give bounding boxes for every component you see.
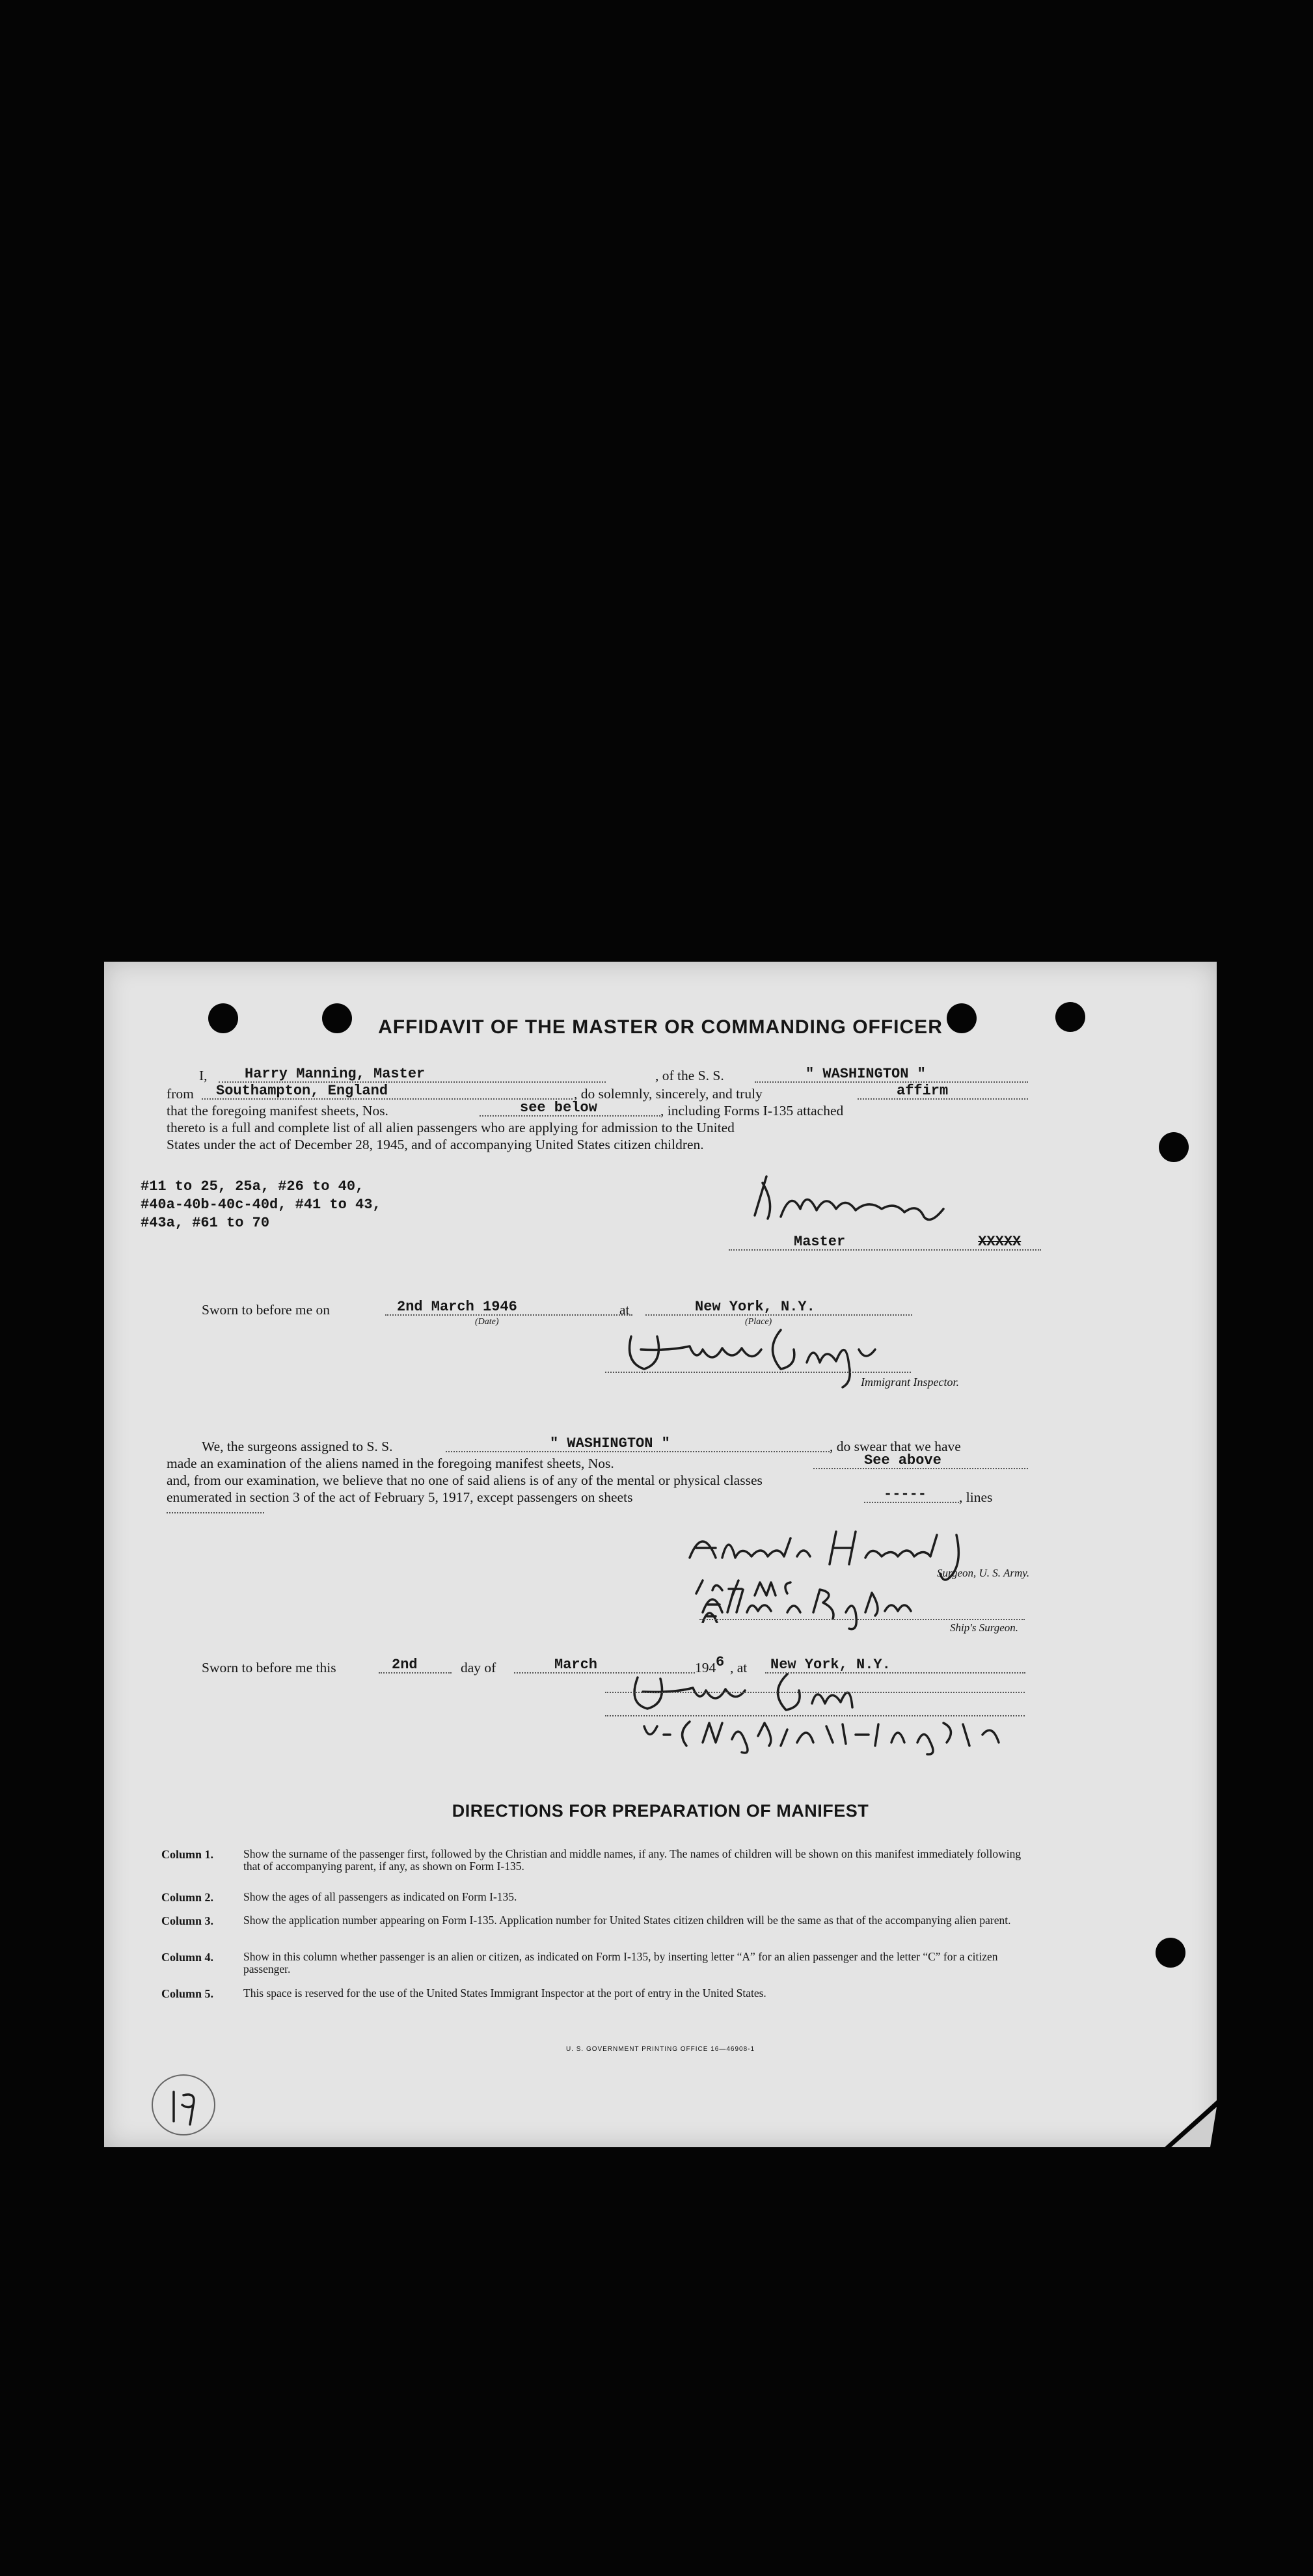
affirm-word: affirm (897, 1083, 949, 1099)
date-caption: (Date) (475, 1317, 499, 1327)
page-number-mark (144, 2069, 223, 2141)
para1-line3: that the foregoing manifest sheets, Nos. (167, 1103, 388, 1119)
solemnly-text: , do solemnly, sincerely, and truly (574, 1086, 763, 1102)
sworn2-month: March (554, 1657, 598, 1673)
inspector-signature (618, 1310, 891, 1389)
place-caption: (Place) (745, 1317, 772, 1327)
master-struck-title: XXXXX (978, 1234, 1022, 1250)
para2-sheets-field (813, 1452, 1028, 1469)
lines-label: , lines (959, 1489, 993, 1505)
sheet-numbers-line: #40a-40b-40c-40d, #41 to 43, (141, 1197, 381, 1213)
para2-sheets: See above (864, 1452, 941, 1469)
sworn2-year-prefix: 194 (695, 1660, 716, 1675)
sworn2-day: 2nd (392, 1657, 418, 1673)
sheet-numbers-line: #11 to 25, 25a, #26 to 40, (141, 1178, 364, 1195)
sworn2-day-field (379, 1657, 452, 1674)
column-text: Show the surname of the passenger first, followed by the Christian and middle names, if any. The names of children will be shown on this manifest immediately following that of accompanying parent, if any, as shown on Form I-135. (243, 1847, 1022, 1873)
printer-line: U. S. GOVERNMENT PRINTING OFFICE 16—46908-1 (565, 2046, 755, 2053)
sheets-field (480, 1100, 660, 1117)
para2-line4: enumerated in section 3 of the act of February 5, 1917, except passengers on sheets (167, 1489, 633, 1505)
sworn1-at: at (619, 1302, 630, 1318)
sworn1-date-field (385, 1299, 632, 1316)
sworn2-day-of: day of (461, 1660, 496, 1675)
surgeon-caption: Surgeon, U. S. Army. (937, 1567, 1030, 1579)
para1-line5: States under the act of December 28, 1945, and of accompanying United States citizen children. (167, 1137, 704, 1152)
master-name: Harry Manning, Master (245, 1066, 426, 1082)
except-sheets: ----- (884, 1486, 927, 1502)
column-text: Show the ages of all passengers as indicated on Form I-135. (243, 1890, 517, 1903)
para2-ship: " WASHINGTON " (550, 1435, 670, 1452)
para1-line3-end: , including Forms I-135 attached (660, 1103, 844, 1119)
para2-line1-end: , do swear that we have (830, 1439, 961, 1454)
para1-lead: I, (199, 1068, 208, 1083)
para2-ship-field (446, 1435, 830, 1452)
port-field (202, 1083, 573, 1100)
sheets-value: see below (520, 1100, 597, 1116)
ships-surgeon-line (699, 1607, 1025, 1620)
column-label: Column 2. (161, 1891, 214, 1904)
except-sheets-field (864, 1486, 959, 1503)
from-label: from (167, 1086, 194, 1102)
ship-name: " WASHINGTON " (805, 1066, 926, 1082)
sworn1-date: 2nd March 1946 (397, 1299, 517, 1315)
sworn2-place: New York, N.Y. (770, 1657, 891, 1673)
inspector-caption: Immigrant Inspector. (861, 1376, 959, 1389)
para2-line2: made an examination of the aliens named in the foregoing manifest sheets, Nos. (167, 1456, 614, 1471)
sworn1-place: New York, N.Y. (695, 1299, 815, 1315)
sheet-numbers-line: #43a, #61 to 70 (141, 1215, 270, 1231)
sworn2-at: , at (730, 1660, 748, 1675)
sworn1-label: Sworn to before me on (202, 1302, 331, 1318)
column-text: Show in this column whether passenger is an alien or citizen, as indicated on Form I-135, by inserting letter “A” for an alien passenger and the letter “C” for a citizen passenger. (243, 1950, 998, 1975)
departure-port: Southampton, England (216, 1083, 388, 1099)
affidavit-sheet (104, 962, 1217, 2147)
punch-hole (1156, 1938, 1185, 1968)
lines-field (167, 1502, 264, 1513)
column-label: Column 4. (161, 1951, 214, 1964)
sworn2-label: Sworn to before me this (202, 1660, 336, 1675)
para1-line4: thereto is a full and complete list of all alien passengers who are applying for admission to the United (167, 1120, 735, 1135)
folded-corner (1158, 2100, 1217, 2147)
master-name-field (219, 1066, 606, 1083)
ships-surgeon-caption: Ship's Surgeon. (950, 1621, 1019, 1634)
document-title: AFFIDAVIT OF THE MASTER OR COMMANDING OFFICER (378, 1016, 943, 1038)
column-label: Column 1. (161, 1848, 214, 1861)
column-text: This space is reserved for the use of the United States Immigrant Inspector at the port of entry in the United States. (243, 1986, 766, 2000)
of-the-ss-label: , of the S. S. (655, 1068, 724, 1083)
column-text: Show the application number appearing on Form I-135. Application number for United States citizen children will be the same as that of the accompanying alien parent. (243, 1914, 1011, 1927)
sheet-numbers-block (141, 1178, 381, 1232)
para2-line1: We, the surgeons assigned to S. S. (202, 1439, 393, 1454)
punch-hole (1159, 1132, 1189, 1162)
para2-line3: and, from our examination, we believe that no one of said aliens is of any of the mental or physical classes (167, 1472, 763, 1488)
affirm-field (858, 1083, 1028, 1100)
ships-surgeon-signature (696, 1580, 930, 1632)
inspector-signature-2 (618, 1651, 1067, 1756)
master-signature (729, 1163, 976, 1235)
column-label: Column 3. (161, 1914, 214, 1927)
sworn2-year-suffix: 6 (716, 1654, 725, 1670)
directions-title: DIRECTIONS FOR PREPARATION OF MANIFEST (452, 1801, 869, 1821)
sworn2-sign-line (605, 1681, 1025, 1693)
sworn2-sign-line-2 (605, 1705, 1025, 1716)
column-label: Column 5. (161, 1987, 214, 2000)
inspector-sign-line (605, 1360, 911, 1373)
ship-name-field (755, 1066, 1028, 1083)
master-title-field (729, 1234, 1041, 1251)
master-title: Master (794, 1234, 846, 1250)
